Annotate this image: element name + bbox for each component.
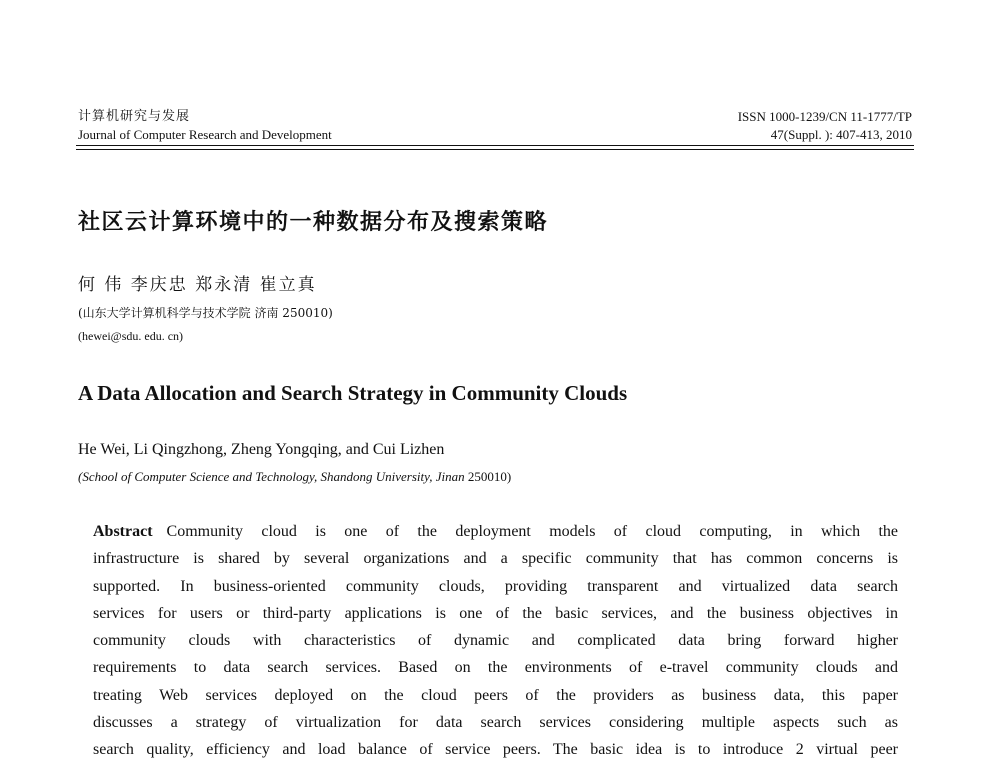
- abstract-block: [93, 518, 898, 764]
- abstract-heading: Abstract: [93, 523, 153, 540]
- abstract-line-text: Community cloud is one of the deployment models of cloud computing, in which the: [166, 523, 898, 540]
- journal-header-right: [738, 108, 912, 144]
- journal-name-en: Journal of Computer Research and Development: [78, 127, 332, 142]
- authors-cn: 何 伟 李庆忠 郑永清 崔立真: [78, 275, 317, 295]
- affiliation-en-postcode: 250010): [464, 469, 512, 484]
- abstract-line: community clouds with characteristics of dynamic and complicated data bring forward higher: [93, 632, 898, 650]
- journal-name-cn: 计算机研究与发展: [78, 109, 191, 124]
- abstract-line: services for users or third-party applications is one of the basic services, and the business objectives in: [93, 604, 898, 622]
- paper-title-cn: 社区云计算环境中的一种数据分布及搜索策略: [78, 210, 549, 235]
- header-rule-thin: [76, 149, 914, 150]
- authors-en: He Wei, Li Qingzhong, Zheng Yongqing, and Cui Lizhen: [78, 441, 445, 458]
- abstract-line: search quality, efficiency and load balance of service peers. The basic idea is to introduce 2 virtual peer: [93, 741, 898, 759]
- abstract-line: requirements to data search services. Based on the environments of e-travel community clouds and: [93, 659, 898, 677]
- affiliation-cn: (山东大学计算机科学与技术学院 济南 250010): [78, 306, 333, 320]
- abstract-line: infrastructure is shared by several organizations and a specific community that has common concerns is: [93, 550, 898, 568]
- affiliation-en: [78, 469, 511, 485]
- volume-info: 47(Suppl. ): 407-413, 2010: [770, 127, 912, 142]
- abstract-line: discusses a strategy of virtualization for data search services considering multiple aspects such as: [93, 714, 898, 732]
- affiliation-en-italic: (School of Computer Science and Technology, Shandong University, Jinan: [78, 469, 465, 484]
- abstract-line: supported. In business-oriented community clouds, providing transparent and virtualized data search: [93, 577, 898, 595]
- header-rule-thick: [76, 145, 914, 146]
- author-email: (hewei@sdu. edu. cn): [78, 329, 184, 343]
- issn-line: ISSN 1000-1239/CN 11-1777/TP: [737, 109, 912, 124]
- abstract-line: treating Web services deployed on the cloud peers of the providers as business data, this paper: [93, 686, 898, 704]
- paper-title-en: A Data Allocation and Search Strategy in Community Clouds: [78, 381, 628, 405]
- abstract-line: [93, 518, 898, 545]
- journal-header-left: [78, 108, 332, 144]
